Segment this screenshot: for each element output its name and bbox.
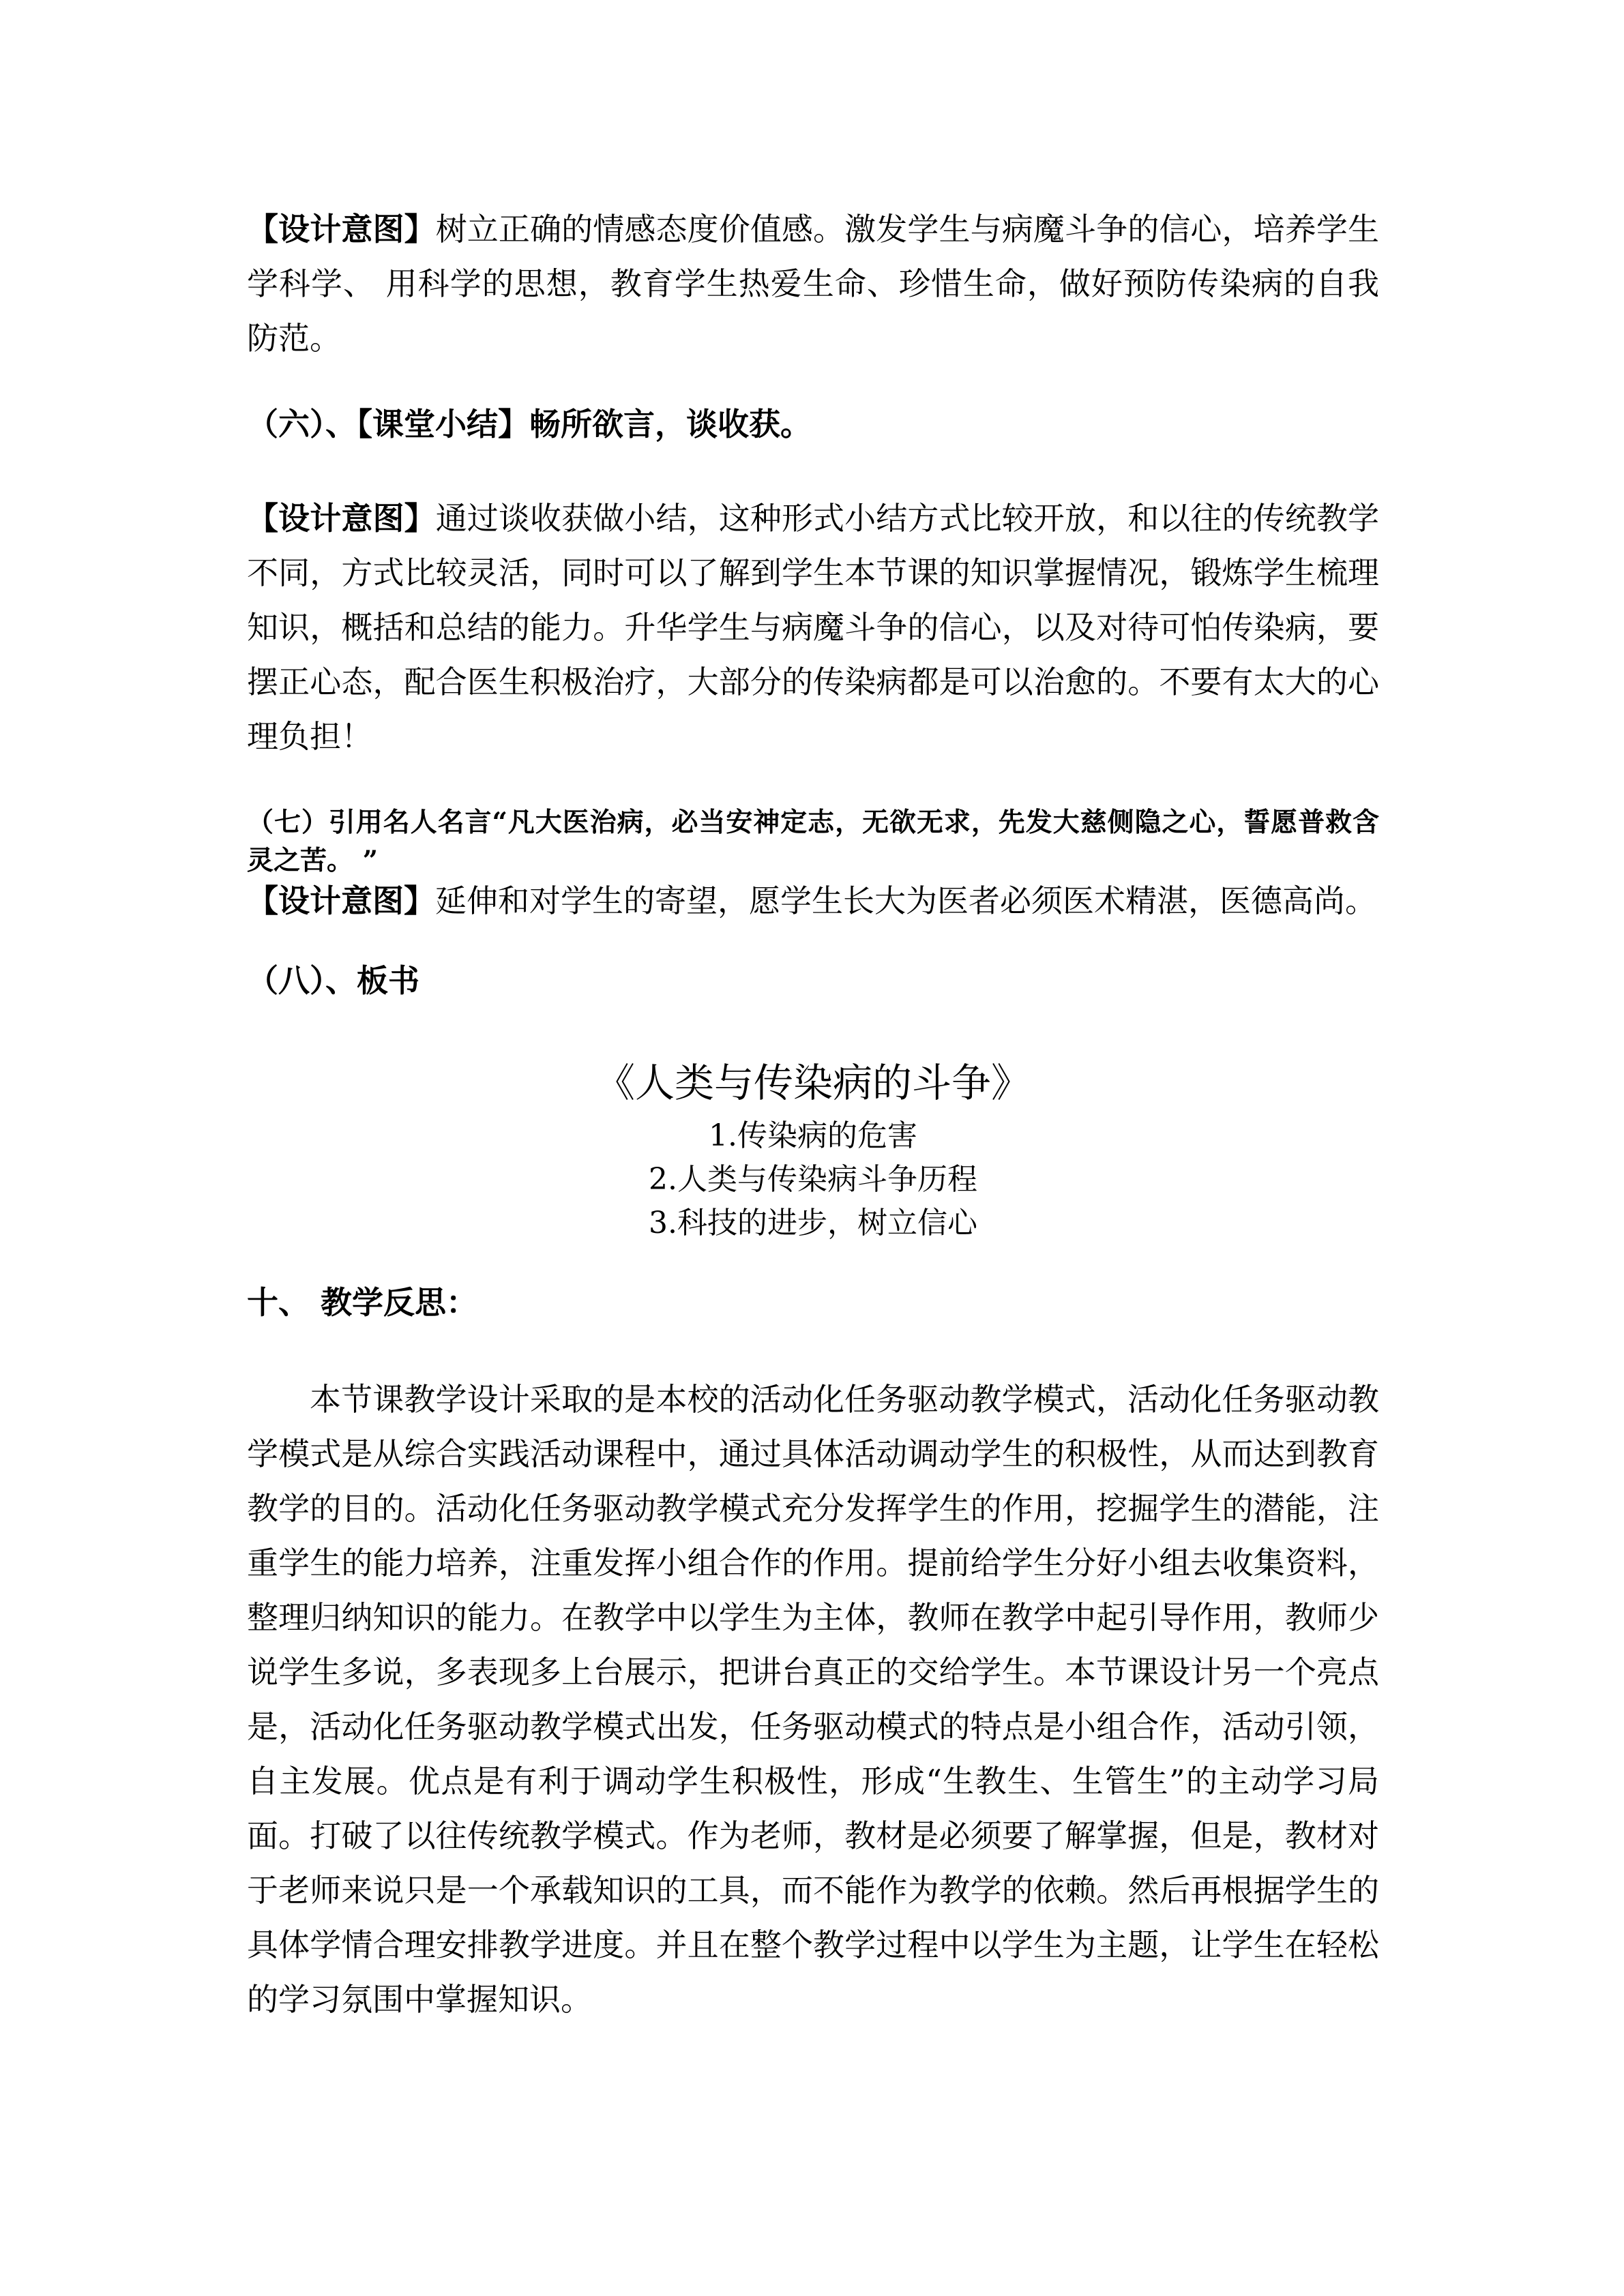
design-intent-label: 【设计意图】 bbox=[247, 500, 436, 537]
design-intent-label: 【设计意图】 bbox=[247, 882, 435, 919]
blackboard-outline bbox=[247, 1056, 1379, 1245]
blackboard-item: 2.人类与传染病斗争历程 bbox=[649, 1162, 977, 1197]
design-intent-paragraph-3 bbox=[247, 880, 1379, 922]
section-7-quote-heading: （七）引用名人名言“凡大医治病，必当安神定志，无欲无求，先发大慈侧隐之心，誓愿普救含灵之苦。 ” bbox=[247, 807, 1379, 876]
blackboard-item: 3.科技的进步，树立信心 bbox=[649, 1206, 977, 1240]
blackboard-title: 《人类与传染病的斗争》 bbox=[595, 1060, 1031, 1106]
blackboard-item: 1.传染病的危害 bbox=[709, 1118, 917, 1153]
teaching-reflection-paragraph: 本节课教学设计采取的是本校的活动化任务驱动教学模式，活动化任务驱动教学模式是从综合实践活动课程中，通过具体活动调动学生的积极性，从而达到教育教学的目的。活动化任务驱动教学模式充分发挥学生的作用，挖掘学生的潜能，注重学生的能力培养，注重发挥小组合作的作用。提前给学生分好小组去收集资料，整理归纳知识的能力。在教学中以学生为主体，教师在教学中起引导作用，教师少说学生多说，多表现多上台展示，把讲台真正的交给学生。本节课设计另一个亮点是，活动化任务驱动教学模式出发，任务驱动模式的特点是小组合作，活动引领，自主发展。优点是有利于调动学生积极性，形成“生教生、生管生”的主动学习局面。打破了以往传统教学模式。作为老师，教材是必须要了解掌握，但是，教材对于老师来说只是一个承载知识的工具，而不能作为教学的依赖。然后再根据学生的具体学情合理安排教学进度。并且在整个教学过程中以学生为主题，让学生在轻松的学习氛围中掌握知识。 bbox=[247, 1381, 1379, 2018]
design-intent-text: 延伸和对学生的寄望，愿学生长大为医者必须医术精湛，医德高尚。 bbox=[435, 882, 1376, 919]
design-intent-label: 【设计意图】 bbox=[247, 211, 436, 248]
section-8-heading: （八）、板书 bbox=[247, 962, 419, 999]
section-10-heading: 十、 教学反思： bbox=[247, 1284, 478, 1321]
design-intent-paragraph-2 bbox=[247, 491, 1379, 764]
page-content bbox=[247, 202, 1379, 2027]
design-intent-paragraph-1 bbox=[247, 202, 1379, 366]
section-6-heading: （六）、【课堂小结】畅所欲言，谈收获。 bbox=[247, 406, 812, 443]
design-intent-text: 通过谈收获做小结，这种形式小结方式比较开放，和以往的传统教学不同，方式比较灵活，同时可以了解到学生本节课的知识掌握情况，锻炼学生梳理知识，概括和总结的能力。升华学生与病魔斗争的信心，以及对待可怕传染病，要摆正心态，配合医生积极治疗，大部分的传染病都是可以治愈的。不要有太大的心理负担！ bbox=[247, 500, 1380, 755]
design-intent-text: 树立正确的情感态度价值感。激发学生与病魔斗争的信心，培养学生学科学、 用科学的思想，教育学生热爱生命、珍惜生命，做好预防传染病的自我防范。 bbox=[247, 211, 1380, 357]
